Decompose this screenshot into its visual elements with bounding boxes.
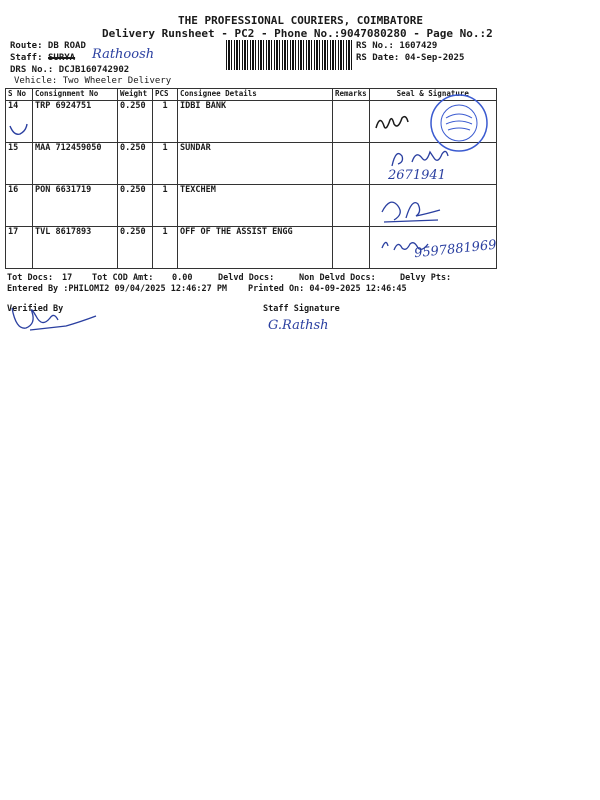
staff-label: Staff: — [10, 53, 43, 63]
row-consignment: TVL 8617893 — [33, 227, 118, 269]
tot-docs-label: Tot Docs: — [7, 273, 54, 283]
signature-row14 — [372, 108, 412, 136]
checkmark-icon — [8, 122, 30, 138]
row15-phone-handwritten: 2671941 — [388, 168, 446, 183]
row-remarks — [333, 185, 370, 227]
row-sno: 14 — [6, 101, 33, 143]
row-consignee: IDBI BANK — [178, 101, 333, 143]
row-remarks — [333, 227, 370, 269]
document-title: THE PROFESSIONAL COURIERS, COIMBATORE — [178, 14, 424, 27]
document-subtitle: Delivery Runsheet - PC2 - Phone No.:9047080280 - Page No.:2 — [102, 27, 493, 40]
table-header-row — [6, 89, 497, 101]
row-weight: 0.250 — [118, 101, 153, 143]
row-weight: 0.250 — [118, 227, 153, 269]
entered-by: Entered By :PHILOMI2 09/04/2025 12:46:27 PM — [7, 284, 228, 294]
row-consignee: TEXCHEM — [178, 185, 333, 227]
non-delvd-docs-label: Non Delvd Docs: — [299, 273, 376, 283]
row-remarks — [333, 101, 370, 143]
tot-cod-label: Tot COD Amt: — [92, 273, 154, 283]
delvy-pts-label: Delvy Pts: — [400, 273, 452, 283]
tot-docs-value: 17 — [62, 273, 73, 283]
row-consignment: PON 6631719 — [33, 185, 118, 227]
row-remarks — [333, 143, 370, 185]
rs-number: RS No.: 1607429 — [356, 41, 438, 51]
row-pcs: 1 — [153, 101, 178, 143]
col-seal-header: Seal & Signature — [369, 89, 496, 101]
row-consignee: OFF OF THE ASSIST ENGG — [178, 227, 333, 269]
col-consignee-header: Consignee Details — [178, 89, 333, 101]
signature-row16 — [376, 192, 446, 226]
verified-by-label: Verified By — [7, 304, 64, 314]
col-remarks-header: Remarks — [333, 89, 370, 101]
row-consignment: TRP 6924751 — [33, 101, 118, 143]
row-pcs: 1 — [153, 143, 178, 185]
route-field: Route: DB ROAD — [10, 41, 86, 51]
col-weight-header: Weight — [118, 89, 153, 101]
verified-signature — [6, 302, 102, 336]
row-consignment: MAA 712459050 — [33, 143, 118, 185]
staff-handwritten-signature: G.Rathsh — [268, 318, 329, 333]
row-sno: 16 — [6, 185, 33, 227]
row-sno: 15 — [6, 143, 33, 185]
row-sno: 17 — [6, 227, 33, 269]
col-consignment-header: Consignment No — [33, 89, 118, 101]
row-weight: 0.250 — [118, 185, 153, 227]
tot-cod-value: 0.00 — [172, 273, 193, 283]
staff-struck-name: SURYA — [48, 53, 76, 63]
staff-signature-label: Staff Signature — [263, 304, 340, 314]
printed-on: Printed On: 04-09-2025 12:46:45 — [248, 284, 407, 294]
row-consignee: SUNDAR — [178, 143, 333, 185]
rs-date: RS Date: 04-Sep-2025 — [356, 53, 465, 63]
barcode-image — [226, 40, 352, 70]
row-pcs: 1 — [153, 185, 178, 227]
table-row — [6, 101, 497, 143]
delvd-docs-label: Delvd Docs: — [218, 273, 275, 283]
drs-number: DRS No.: DCJB160742902 — [10, 65, 130, 75]
row-pcs: 1 — [153, 227, 178, 269]
col-sno-header: S No — [6, 89, 33, 101]
row17-phone-handwritten: 9597881969 — [413, 237, 498, 262]
row-weight: 0.250 — [118, 143, 153, 185]
staff-handwritten-name: Rathoosh — [92, 47, 155, 62]
vehicle-field: Vehicle: Two Wheeler Delivery — [14, 76, 172, 86]
col-pcs-header: PCS — [153, 89, 178, 101]
